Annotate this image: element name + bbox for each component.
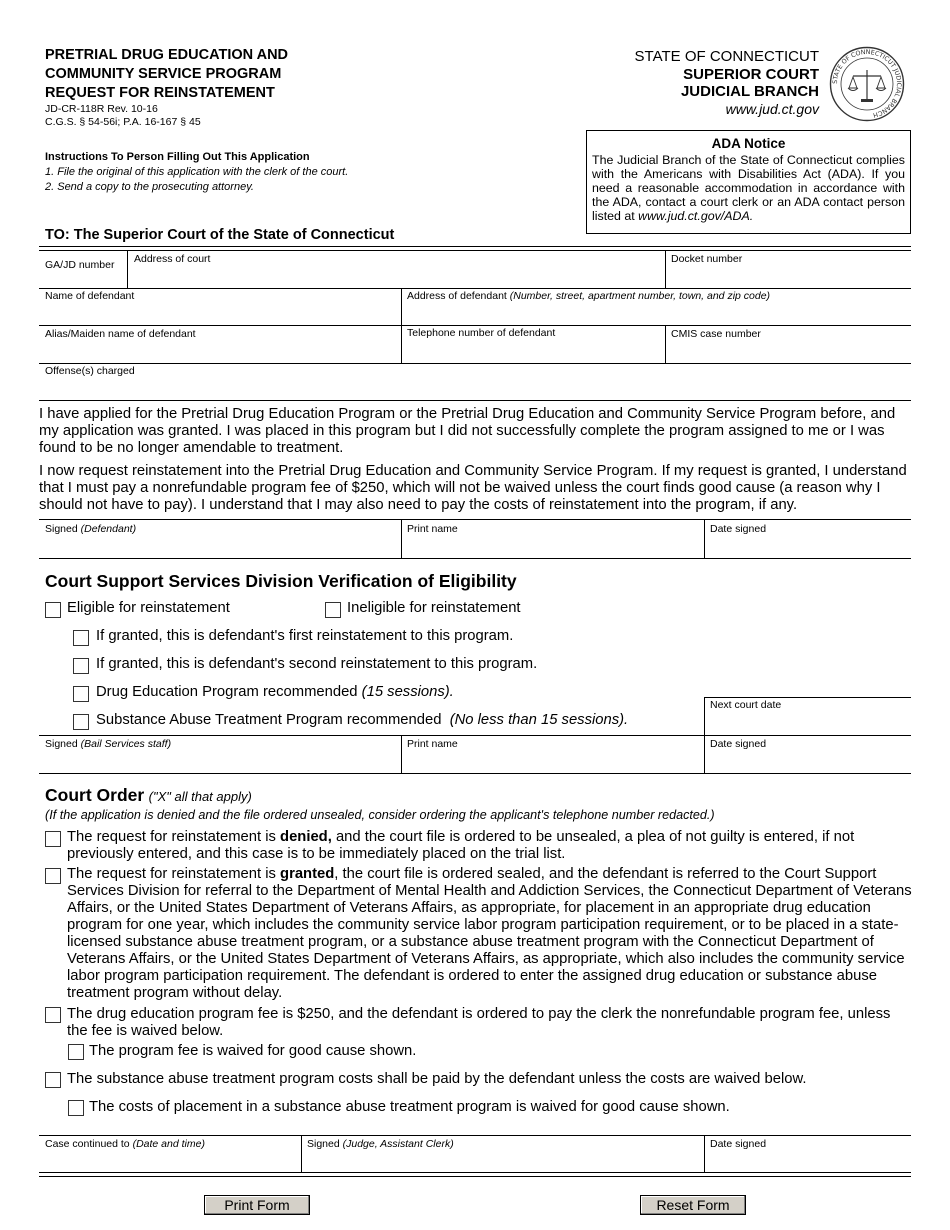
ada-link[interactable]: www.jud.ct.gov/ADA. (638, 209, 754, 223)
date-signed-label[interactable]: Date signed (710, 1138, 767, 1150)
svg-text:STATE OF CONNECTICUT JUDICIAL: STATE OF CONNECTICUT JUDICIAL BRANCH (831, 48, 903, 119)
address-of-court-label[interactable]: Address of court (134, 253, 211, 265)
fee-text: The drug education program fee is $250, and the defendant is ordered to pay the clerk the nonrefundable program fee, unless the fee is waived below. (67, 1006, 891, 1039)
court-order-heading (45, 785, 252, 806)
address-of-defendant-text: Address of defendant (407, 290, 507, 302)
case-continued-hint: (Date and time) (132, 1138, 205, 1150)
statutes: C.G.S. § 54-56i; P.A. 16-167 § 45 (45, 116, 201, 128)
substance-abuse-checkbox[interactable] (73, 714, 89, 730)
divider (127, 250, 128, 288)
title-line-3: REQUEST FOR REINSTATEMENT (45, 85, 275, 101)
costs-text: The substance abuse treatment program costs shall be paid by the defendant unless the costs are waived below. (67, 1071, 807, 1087)
ada-body: The Judicial Branch of the State of Connecticut complies with the Americans with Disabilities Act (ADA). If you need a reasonable accommodation in accordance with the ADA, contact a court clerk or an ADA contact person listed at (592, 153, 905, 223)
divider (401, 519, 402, 558)
granted-text-a: The request for reinstatement is (67, 866, 276, 882)
substance-abuse-label (96, 712, 628, 729)
offenses-label[interactable]: Offense(s) charged (45, 365, 135, 377)
signed-text: Signed (45, 738, 78, 750)
rule (39, 735, 911, 736)
substance-abuse-text: Substance Abuse Treatment Program recommended (96, 712, 442, 728)
case-continued-label[interactable] (45, 1138, 205, 1150)
granted-checkbox[interactable] (45, 868, 61, 884)
case-continued-text: Case continued to (45, 1138, 130, 1150)
divider (665, 250, 666, 288)
denied-checkbox[interactable] (45, 831, 61, 847)
to-line: TO: The Superior Court of the State of Connecticut (45, 227, 395, 243)
instruction-step-2: 2. Send a copy to the prosecuting attorney. (45, 181, 254, 193)
denied-text (67, 829, 912, 863)
denied-text-c: and the court file is ordered to be unsealed, a plea of not guilty is entered, if not previously entered, and this case is to be immediately placed on the trial list. (67, 829, 855, 862)
court-header (635, 48, 819, 118)
fee-waived-checkbox[interactable] (68, 1044, 84, 1060)
drug-education-checkbox[interactable] (73, 686, 89, 702)
signed-hint: (Defendant) (80, 523, 137, 535)
rule (39, 363, 911, 364)
bail-staff-signature-label[interactable] (45, 738, 171, 750)
court-order-note: (If the application is denied and the file ordered unsealed, consider ordering the applicant's telephone number redacted.) (45, 808, 715, 822)
fee-checkbox[interactable] (45, 1007, 61, 1023)
costs-waived-checkbox[interactable] (68, 1100, 84, 1116)
rule (39, 519, 911, 520)
title-line-2: COMMUNITY SERVICE PROGRAM (45, 66, 282, 82)
date-signed-label[interactable]: Date signed (710, 523, 767, 535)
signed-text: Signed (307, 1138, 340, 1150)
divider (704, 735, 705, 773)
divider (704, 519, 705, 558)
denied-text-bold: denied, (280, 829, 332, 845)
alias-label[interactable]: Alias/Maiden name of defendant (45, 328, 196, 340)
instruction-step-1: 1. File the original of this application with the clerk of the court. (45, 166, 349, 178)
rule (39, 400, 911, 401)
costs-checkbox[interactable] (45, 1072, 61, 1088)
denied-text-a: The request for reinstatement is (67, 829, 276, 845)
rule (39, 558, 911, 559)
form-title (45, 46, 288, 103)
print-name-label[interactable]: Print name (407, 738, 458, 750)
rule (39, 1135, 911, 1136)
cmis-label[interactable]: CMIS case number (671, 328, 761, 340)
ineligible-label: Ineligible for reinstatement (347, 600, 521, 616)
form-number-block (45, 103, 201, 129)
rule (704, 697, 911, 698)
drug-education-hint: (15 sessions). (361, 684, 454, 700)
ineligible-checkbox[interactable] (325, 602, 341, 618)
court-name: SUPERIOR COURT (683, 65, 819, 83)
judicial-seal-icon (829, 46, 905, 122)
statement-paragraph-1: I have applied for the Pretrial Drug Education Program or the Pretrial Drug Education and Community Service Program before, and my application was granted. I was placed in this program but I did not successfully complete the program assigned to me or I was found to be no longer amendable to treatment. (39, 406, 896, 457)
gajd-label[interactable]: GA/JD number (45, 259, 115, 271)
state-name: STATE OF CONNECTICUT (634, 48, 819, 65)
print-name-label[interactable]: Print name (407, 523, 458, 535)
substance-abuse-hint: (No less than 15 sessions). (449, 712, 629, 728)
first-reinstatement-checkbox[interactable] (73, 630, 89, 646)
divider (665, 325, 666, 363)
second-reinstatement-checkbox[interactable] (73, 658, 89, 674)
costs-waived-text: The costs of placement in a substance abuse treatment program is waived for good cause shown. (89, 1099, 730, 1115)
defendant-signature-label[interactable] (45, 523, 136, 535)
name-of-defendant-label[interactable]: Name of defendant (45, 290, 135, 302)
date-signed-label[interactable]: Date signed (710, 738, 767, 750)
print-form-button[interactable]: Print Form (204, 1195, 310, 1215)
eligible-checkbox[interactable] (45, 602, 61, 618)
docket-number-label[interactable]: Docket number (671, 253, 743, 265)
drug-education-label (96, 684, 454, 701)
next-court-date-label[interactable]: Next court date (710, 699, 782, 711)
first-reinstatement-label: If granted, this is defendant's first reinstatement to this program. (96, 628, 514, 644)
signed-text: Signed (45, 523, 78, 535)
drug-education-text: Drug Education Program recommended (96, 684, 358, 700)
judge-signature-label[interactable] (307, 1138, 454, 1150)
address-of-defendant-hint: (Number, street, apartment number, town, and zip code) (509, 290, 771, 302)
instructions (45, 150, 348, 195)
divider (301, 1135, 302, 1173)
court-order-hint: ("X" all that apply) (148, 789, 252, 804)
reset-form-button[interactable]: Reset Form (640, 1195, 746, 1215)
fee-waived-text: The program fee is waived for good cause shown. (89, 1043, 417, 1059)
verification-heading: Court Support Services Division Verification of Eligibility (45, 571, 517, 591)
rule (39, 773, 911, 774)
divider (704, 1135, 705, 1173)
branch-name: JUDICIAL BRANCH (680, 83, 819, 100)
double-rule-top-2 (39, 250, 911, 251)
granted-text-bold: granted (280, 866, 335, 882)
form-number: JD-CR-118R Rev. 10-16 (45, 103, 158, 115)
double-rule-top-1 (39, 246, 911, 247)
ada-heading: ADA Notice (711, 136, 786, 151)
rule (39, 325, 911, 326)
telephone-label[interactable]: Telephone number of defendant (407, 327, 556, 339)
granted-text (67, 866, 912, 1002)
statement-paragraph-2: I now request reinstatement into the Pretrial Drug Education and Community Service Program. If my request is granted, I understand that I must pay a nonrefundable program fee of $250, which will not be waived unless the court finds good cause (a reason why I should not have to pay). I understand that I may also need to pay the costs of reinstatement into the program, if any. (39, 463, 907, 514)
ada-notice (586, 130, 911, 234)
title-line-1: PRETRIAL DRUG EDUCATION AND (45, 47, 289, 63)
instructions-heading: Instructions To Person Filling Out This Application (45, 151, 310, 163)
eligible-label: Eligible for reinstatement (67, 600, 230, 616)
double-rule-bottom-1 (39, 1172, 911, 1173)
court-order-title: Court Order (45, 785, 145, 805)
signed-hint: (Judge, Assistant Clerk) (342, 1138, 454, 1150)
address-of-defendant-label[interactable] (407, 290, 770, 302)
website: www.jud.ct.gov (725, 100, 819, 117)
double-rule-bottom-2 (39, 1176, 911, 1177)
second-reinstatement-label: If granted, this is defendant's second reinstatement to this program. (96, 656, 538, 672)
granted-text-c: , the court file is ordered sealed, and the defendant is referred to the Court Support Services Division for referral to the Department of Mental Health and Addiction Services, the Connecticut Department of Veterans Affairs, or the United States Department of Veterans Affairs, as appropriate, for placement in an appropriate drug education program for one year, which includes the community service labor program participation requirement, or to be placed in a state-licensed substance abuse treatment program, or a substance abuse treatment program with the Connecticut Department of Veterans Affairs, or the United States Department of Veterans Affairs, as appropriate, which also includes the community service labor program participation requirement. The defendant is ordered to enter the assigned drug education or substance abuse treatment program without delay. (67, 866, 912, 1001)
divider (401, 735, 402, 773)
rule (39, 288, 911, 289)
divider (704, 697, 705, 735)
signed-hint: (Bail Services staff) (80, 738, 172, 750)
